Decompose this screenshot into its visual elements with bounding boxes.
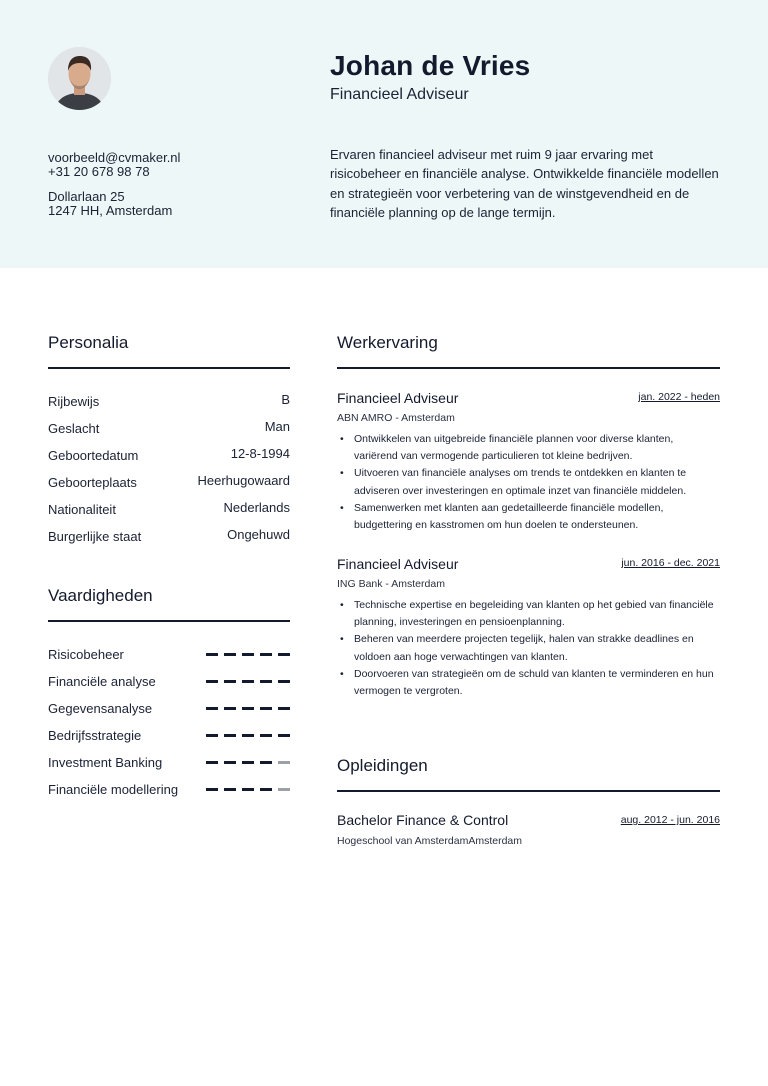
personalia-label: Rijbewijs <box>48 394 100 409</box>
education-divider <box>337 790 720 792</box>
contact-city: 1247 HH, Amsterdam <box>48 203 173 218</box>
experience-divider <box>337 367 720 369</box>
skill-dash-filled <box>278 680 290 683</box>
personalia-label: Geslacht <box>48 421 100 436</box>
profile-photo-illustration <box>48 47 111 110</box>
skill-level <box>206 653 290 656</box>
skill-level <box>206 680 290 683</box>
personalia-label: Nationaliteit <box>48 502 116 517</box>
job-date: jun. 2016 - dec. 2021 <box>621 557 720 569</box>
personalia-value: Heerhugowaard <box>197 473 290 488</box>
profile-summary: Ervaren financieel adviseur met ruim 9 jaar ervaring met risicobeheer en financiële analyse. Ontwikkelde financiële modellen en strategieën voor verbetering van de winstgevendheid en de financiële planning op de lange termijn. <box>330 147 719 220</box>
skill-dash-filled <box>224 734 236 737</box>
job-bullet: • Uitvoeren van financiële analyses om trends te ontdekken en klanten te adviseren over investeringen en optimale inzet van financiële middelen. <box>337 465 717 499</box>
personalia-label: Geboortedatum <box>48 448 139 463</box>
contact-phone[interactable]: +31 20 678 98 78 <box>48 164 150 179</box>
skills-heading: Vaardigheden <box>48 586 153 605</box>
skill-dash-filled <box>224 707 236 710</box>
skill-dash-filled <box>260 653 272 656</box>
skill-dash-filled <box>242 680 254 683</box>
job-bullets <box>337 431 717 534</box>
skill-dash-filled <box>242 788 254 791</box>
skill-dash-filled <box>206 788 218 791</box>
skill-dash-filled <box>278 707 290 710</box>
job-bullet: • Technische expertise en begeleiding van klanten op het gebied van financiële planning, investeringen en pensioenplanning. <box>337 597 717 631</box>
personalia-value: 12-8-1994 <box>230 446 290 461</box>
education-heading: Opleidingen <box>337 756 428 775</box>
skill-dash-filled <box>242 761 254 764</box>
skill-dash-filled <box>206 707 218 710</box>
job-bullet: • Doorvoeren van strategieën om de schuld van klanten te verminderen en hun vermogen te vergroten. <box>337 666 717 700</box>
skill-dash-filled <box>224 680 236 683</box>
job-bullet: • Beheren van meerdere projecten tegelijk, halen van strakke deadlines en voldoen aan hoge verwachtingen van klanten. <box>337 631 717 665</box>
education-school: Hogeschool van AmsterdamAmsterdam <box>337 835 522 847</box>
skill-dash-filled <box>242 734 254 737</box>
experience-heading: Werkervaring <box>337 333 438 352</box>
skill-dash-filled <box>242 707 254 710</box>
candidate-title: Financieel Adviseur <box>330 86 469 103</box>
contact-street: Dollarlaan 25 <box>48 189 125 204</box>
job-company: ING Bank - Amsterdam <box>337 578 445 590</box>
personalia-heading: Personalia <box>48 333 129 352</box>
job-company: ABN AMRO - Amsterdam <box>337 412 455 424</box>
education-title: Bachelor Finance & Control <box>337 812 509 828</box>
skill-label: Financiële analyse <box>48 674 156 689</box>
skill-dash-filled <box>224 788 236 791</box>
job-bullet: • Samenwerken met klanten aan gedetailleerde financiële modellen, budgettering en kasstromen om hun doelen te ondersteunen. <box>337 500 717 534</box>
skill-dash-filled <box>260 680 272 683</box>
skill-dash-filled <box>278 653 290 656</box>
personalia-divider <box>48 367 290 369</box>
job-bullet: • Ontwikkelen van uitgebreide financiële plannen voor diverse klanten, variërend van vermogende particulieren tot kleine bedrijven. <box>337 431 717 465</box>
skill-dash-filled <box>206 761 218 764</box>
job-bullets <box>337 597 717 700</box>
skill-dash-filled <box>278 734 290 737</box>
skill-dash-filled <box>206 653 218 656</box>
skill-level <box>206 761 290 764</box>
skill-label: Investment Banking <box>48 755 163 770</box>
skill-dash-filled <box>260 761 272 764</box>
skill-label: Risicobeheer <box>48 647 124 662</box>
header-band <box>0 0 768 268</box>
skill-dash-filled <box>260 788 272 791</box>
skill-dash-filled <box>260 707 272 710</box>
skill-label: Gegevensanalyse <box>48 701 153 716</box>
skill-dash-filled <box>206 680 218 683</box>
candidate-name: Johan de Vries <box>330 50 531 81</box>
skill-dash-empty <box>278 788 290 791</box>
skill-label: Bedrijfsstrategie <box>48 728 142 743</box>
job-title: Financieel Adviseur <box>337 390 459 406</box>
job-date: jan. 2022 - heden <box>638 391 720 403</box>
personalia-value: Nederlands <box>223 500 290 515</box>
contact-email[interactable]: voorbeeld@cvmaker.nl <box>48 150 181 165</box>
skill-level <box>206 734 290 737</box>
skills-divider <box>48 620 290 622</box>
education-date: aug. 2012 - jun. 2016 <box>620 814 720 826</box>
personalia-value: Man <box>264 419 290 434</box>
skill-dash-filled <box>260 734 272 737</box>
skill-dash-filled <box>206 734 218 737</box>
personalia-label: Geboorteplaats <box>48 475 137 490</box>
personalia-value: Ongehuwd <box>227 527 290 542</box>
skill-level <box>206 788 290 791</box>
skill-level <box>206 707 290 710</box>
skill-dash-filled <box>242 653 254 656</box>
personalia-value: B <box>281 392 290 407</box>
skill-label: Financiële modellering <box>48 782 179 797</box>
skill-dash-filled <box>224 761 236 764</box>
profile-photo <box>48 47 111 110</box>
skill-dash-empty <box>278 761 290 764</box>
job-title: Financieel Adviseur <box>337 556 459 572</box>
personalia-label: Burgerlijke staat <box>48 529 142 544</box>
skill-dash-filled <box>224 653 236 656</box>
